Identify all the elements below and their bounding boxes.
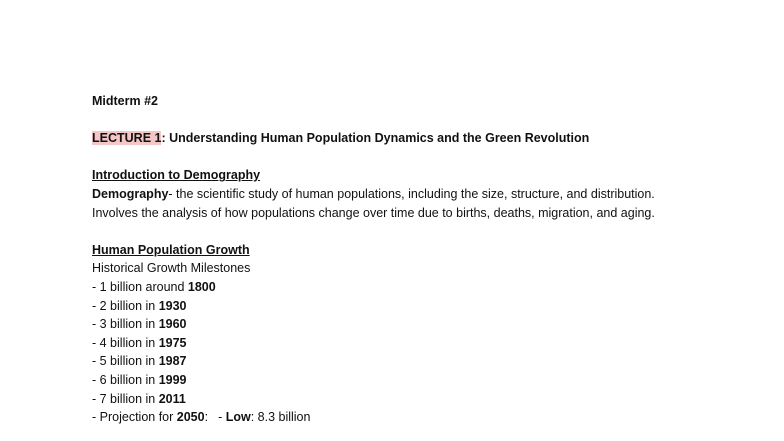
growth-subheading: Historical Growth Milestones xyxy=(92,261,251,276)
milestone-item: - 1 billion around 1800 xyxy=(92,279,216,294)
milestone-item: - 3 billion in 1960 xyxy=(92,317,187,332)
lecture-title: : Understanding Human Population Dynamics and the Green Revolution xyxy=(161,131,590,146)
demography-definition xyxy=(92,185,682,222)
projection-item: - Projection for 2050: - Low: 8.3 billion xyxy=(92,410,311,425)
demography-term: Demography xyxy=(92,186,169,201)
document-body xyxy=(92,92,692,427)
intro-heading: Introduction to Demography xyxy=(92,168,261,183)
milestone-item: - 6 billion in 1999 xyxy=(92,372,187,387)
spacer xyxy=(92,222,692,241)
lecture-tag: LECTURE 1 xyxy=(92,131,162,146)
milestone-item: - 5 billion in 1987 xyxy=(92,354,187,369)
spacer xyxy=(92,111,692,130)
spacer xyxy=(92,148,692,167)
milestone-item: - 2 billion in 1930 xyxy=(92,298,187,313)
document-title: Midterm #2 xyxy=(92,94,158,108)
growth-heading: Human Population Growth xyxy=(92,242,250,257)
lecture-heading xyxy=(92,129,692,148)
milestone-item: - 4 billion in 1975 xyxy=(92,335,187,350)
milestone-item: - 7 billion in 2011 xyxy=(92,391,186,406)
demography-text: - the scientific study of human populations, including the size, structure, and distribution. Involves the analysis of how populations change over time due to births, deaths, migration, and aging. xyxy=(92,186,655,220)
